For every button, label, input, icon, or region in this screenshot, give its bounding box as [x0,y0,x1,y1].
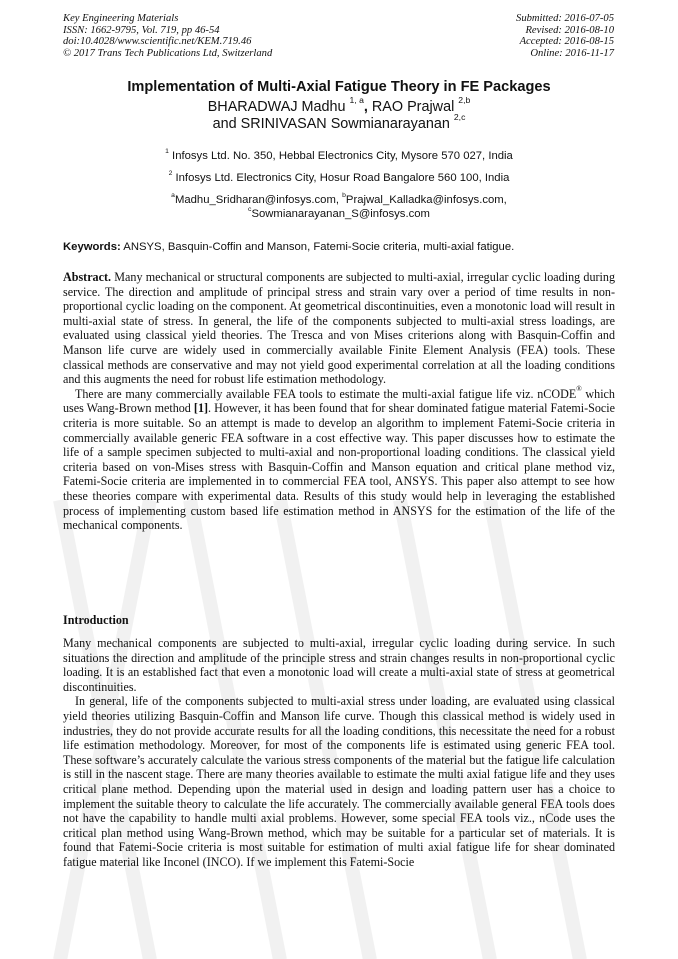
keywords-text: ANSYS, Basquin-Coffin and Manson, Fatemi-Socie criteria, multi-axial fatigue. [120,241,515,253]
author-line-1 [0,95,678,116]
abstract-paragraph-1: Abstract. Many mechanical or structural components are subjected to multi-axial, irregular cyclic loading during service. The direction and amplitude of principal stress and strain vary over a period of time results in non-proportional cyclic loading on the component. At geometrical discontinuities, even a monotonic load will result in multi-axial state of stress. In general, the life of the components subjected to multi-axial stress loadings, are evaluated using classical yield theories. The Tresca and von Mises criterions along with Basquin-Coffin and Manson life curve are widely used in commercially available Finite Element Analysis (FEA) tools. These classical methods are conservative and may not yield good experimental correlation at all the loading conditions and this augments the need for robust life estimation methodology. [63,270,615,387]
submitted-date: Submitted: 2016-07-05 [516,13,614,24]
email-a[interactable]: Madhu_Sridharan@infosys.com, [174,194,343,206]
author-3-sup: 2,c [453,112,466,123]
section-heading-introduction: Introduction [63,613,129,627]
affiliation-1: $^1$ Infosys Ltd. No. 350, Hebbal Electronics City, Mysore 570 027, India [165,147,513,162]
email-list: $^a$Madhu_Sridharan@infosys.com, $^b$Prajwal_Kalladka@infosys.com, $^c$Sowmianarayanan_S@infosys.com [171,191,507,220]
author-line-2 [0,112,678,133]
author-3: and SRINIVASAN Sowmianarayanan [212,116,454,132]
journal-info [63,13,272,59]
author-2: RAO Prajwal [371,99,459,115]
author-2-sup: 2,b [458,95,471,106]
abstract-label: Abstract. [63,270,112,284]
accepted-date: Accepted: 2016-08-15 [519,36,614,47]
author-1: BHARADWAJ Madhu [207,99,350,115]
publication-dates [516,13,614,59]
revised-date: Revised: 2016-08-10 [525,24,614,36]
online-date: Online: 2016-11-17 [530,47,614,59]
copyright-line: © 2017 Trans Tech Publications Ltd, Switzerland [63,47,273,59]
issn-line: ISSN: 1662-9795, Vol. 719, pp 46-54 [63,24,220,36]
author-1-sup: 1, a [349,95,364,106]
paper-title: Implementation of Multi-Axial Fatigue Theory in FE Packages [127,79,551,95]
citation-ref: [1] [193,401,209,416]
journal-name: Key Engineering Materials [63,13,179,24]
keywords-label: Keywords: [63,241,121,253]
abstract-paragraph-2: There are many commercially available FEA tools to estimate the multi-axial fatigue life viz. nCODE® which uses Wang-Brown method [1]. However, it has been found that for shear dominated fatigue material Fatemi-Socie criteria is more suitable. So an attempt is made to develop an algorithm to implement Fatemi-Socie criteria in commercially available generic FEA software in a cost effective way. This paper discusses how to estimate the life of a sample specimen subjected to multi-axial and non-proportional loading conditions. The classical yield criteria based on von-Mises stress with Basquin-Coffin and Manson equation and critical plane method viz, Fatemi-Socie criteria are implemented in to commercial FEA tool, ANSYS. This paper also attempt to see how these theories compare with experimental data. Results of this study would help in leveraging the established process of implementing custom based life estimation method in ANSYS for the estimation of the life of the mechanical components. [63,385,615,533]
affiliation-2: $^2$ Infosys Ltd. Electronics City, Hosur Road Bangalore 560 100, India [168,169,510,184]
intro-paragraph-1: Many mechanical components are subjected to multi-axial, irregular cyclic loading during service. In such situations the direction and amplitude of the principle stress and strain changes results in non-proportional cyclic loading. It is an established fact that even a monotonic load will create a multi-axial state of stress at geometrical discontinuities. [63,636,615,694]
doi-line: doi:10.4028/www.scientific.net/KEM.719.46 [63,36,252,47]
email-b[interactable]: Prajwal_Kalladka@infosys.com, [345,194,507,206]
email-c[interactable]: Sowmianarayanan_S@infosys.com [251,208,430,220]
keywords [63,241,623,253]
author-list [0,95,678,133]
intro-paragraph-2: In general, life of the components subjected to multi-axial stress under loading, are evaluated using classical yield theories utilizing Basquin-Coffin and Manson life curve. Though this classical method is widely used in industries, they do not provide accurate results for all the loading conditions, this necessitate the need for a robust life estimation methodology. Moreover, for most of the components life is estimated using generic FEA tool. These software’s accurately calculate the various stress components of the material but the fatigue life calculation is still in the nascent stage. There are many theories available to estimate the multi axial fatigue life and they uses critical plane method. Depending upon the material used in design and loading pattern user has a choice to implement the suitable theory to calculate the life accurately. The commercially available general FEA tools does not have the capability to handle multi axial problems. However, some special FEA tools viz., nCode uses the critical plan method using Wang-Brown method, which may be suitable for a particular set of materials. It is found that Fatemi-Socie criteria is most suitable for estimation of multi axial fatigue life for shear dominated fatigue material like Inconel (INCO). If we implement this Fatemi-Socie [63,694,615,869]
introduction-body [63,636,615,870]
author-separator: , [363,99,372,115]
abstract [63,270,615,533]
